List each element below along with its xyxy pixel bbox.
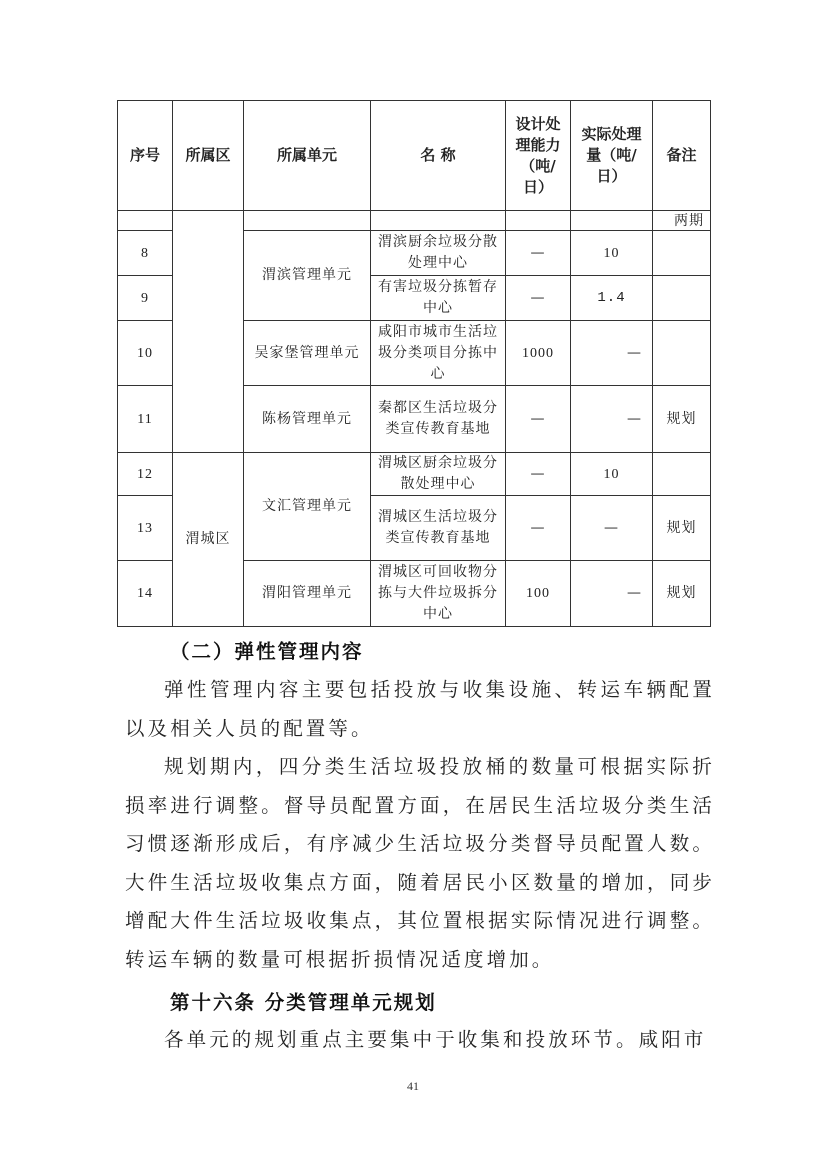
header-design-capacity: 设计处理能力（吨/日） xyxy=(506,101,571,211)
cell-design xyxy=(506,211,571,231)
cell-note xyxy=(653,276,711,321)
cell-name: 秦都区生活垃圾分类宣传教育基地 xyxy=(371,386,506,453)
header-unit: 所属单元 xyxy=(244,101,371,211)
cell-note xyxy=(653,453,711,496)
cell-district-empty xyxy=(173,211,244,453)
cell-note xyxy=(653,231,711,276)
article-16-paragraph: 各单元的规划重点主要集中于收集和投放环节。咸阳市 xyxy=(164,1028,707,1051)
cell-actual xyxy=(571,211,653,231)
cell-seq: 9 xyxy=(118,276,173,321)
cell-design: — xyxy=(506,453,571,496)
article-16-heading: 第十六条 分类管理单元规划 xyxy=(170,991,437,1014)
cell-unit: 文汇管理单元 xyxy=(244,453,371,561)
cell-name: 咸阳市城市生活垃圾分类项目分拣中心 xyxy=(371,321,506,386)
cell-actual: — xyxy=(571,321,653,386)
header-district: 所属区 xyxy=(173,101,244,211)
cell-actual: 1.4 xyxy=(571,276,653,321)
cell-actual: 10 xyxy=(571,453,653,496)
cell-seq: 11 xyxy=(118,386,173,453)
cell-design: — xyxy=(506,386,571,453)
cell-design: 100 xyxy=(506,561,571,627)
cell-name: 渭城区厨余垃圾分散处理中心 xyxy=(371,453,506,496)
section-two-paragraph-2: 规划期内，四分类生活垃圾投放桶的数量可根据实际折损率进行调整。督导员配置方面，在居民生活垃圾分类生活习惯逐渐形成后，有序减少生活垃圾分类督导员配置人数。大件生活垃圾收集点方面，随着居民小区数量的增加，同步增配大件生活垃圾收集点，其位置根据实际情况进行调整。转运车辆的数量可根据折损情况适度增加。 xyxy=(125,755,715,971)
cell-design: — xyxy=(506,496,571,561)
cell-actual: 10 xyxy=(571,231,653,276)
cell-name: 有害垃圾分拣暂存中心 xyxy=(371,276,506,321)
cell-note: 规划 xyxy=(653,561,711,627)
cell-note: 规划 xyxy=(653,386,711,453)
cell-unit: 吴家堡管理单元 xyxy=(244,321,371,386)
cell-name: 渭城区可回收物分拣与大件垃圾拆分中心 xyxy=(371,561,506,627)
cell-unit: 渭阳管理单元 xyxy=(244,561,371,627)
table-header-row xyxy=(118,101,711,211)
table-row-continuation xyxy=(118,211,711,231)
cell-unit xyxy=(244,211,371,231)
cell-district: 渭城区 xyxy=(173,453,244,627)
cell-actual: — xyxy=(571,496,653,561)
section-two-heading: （二）弹性管理内容 xyxy=(170,640,364,663)
cell-actual: — xyxy=(571,386,653,453)
cell-seq xyxy=(118,211,173,231)
page-number: 41 xyxy=(407,1079,419,1093)
header-note: 备注 xyxy=(653,101,711,211)
cell-seq: 8 xyxy=(118,231,173,276)
header-seq: 序号 xyxy=(118,101,173,211)
cell-note: 规划 xyxy=(653,496,711,561)
cell-note xyxy=(653,321,711,386)
header-actual-capacity: 实际处理量（吨/日） xyxy=(571,101,653,211)
facility-table xyxy=(117,100,711,627)
cell-name xyxy=(371,211,506,231)
cell-seq: 10 xyxy=(118,321,173,386)
cell-actual: — xyxy=(571,561,653,627)
cell-seq: 12 xyxy=(118,453,173,496)
section-two-paragraph-1: 弹性管理内容主要包括投放与收集设施、转运车辆配置以及相关人员的配置等。 xyxy=(125,678,715,740)
cell-unit: 陈杨管理单元 xyxy=(244,386,371,453)
table-row xyxy=(118,453,711,496)
header-name: 名 称 xyxy=(371,101,506,211)
cell-name: 渭滨厨余垃圾分散处理中心 xyxy=(371,231,506,276)
cell-seq: 14 xyxy=(118,561,173,627)
cell-design: 1000 xyxy=(506,321,571,386)
cell-design: — xyxy=(506,231,571,276)
cell-unit: 渭滨管理单元 xyxy=(244,231,371,321)
cell-design: — xyxy=(506,276,571,321)
cell-name: 渭城区生活垃圾分类宣传教育基地 xyxy=(371,496,506,561)
cell-seq: 13 xyxy=(118,496,173,561)
cell-note: 两期 xyxy=(653,211,711,231)
